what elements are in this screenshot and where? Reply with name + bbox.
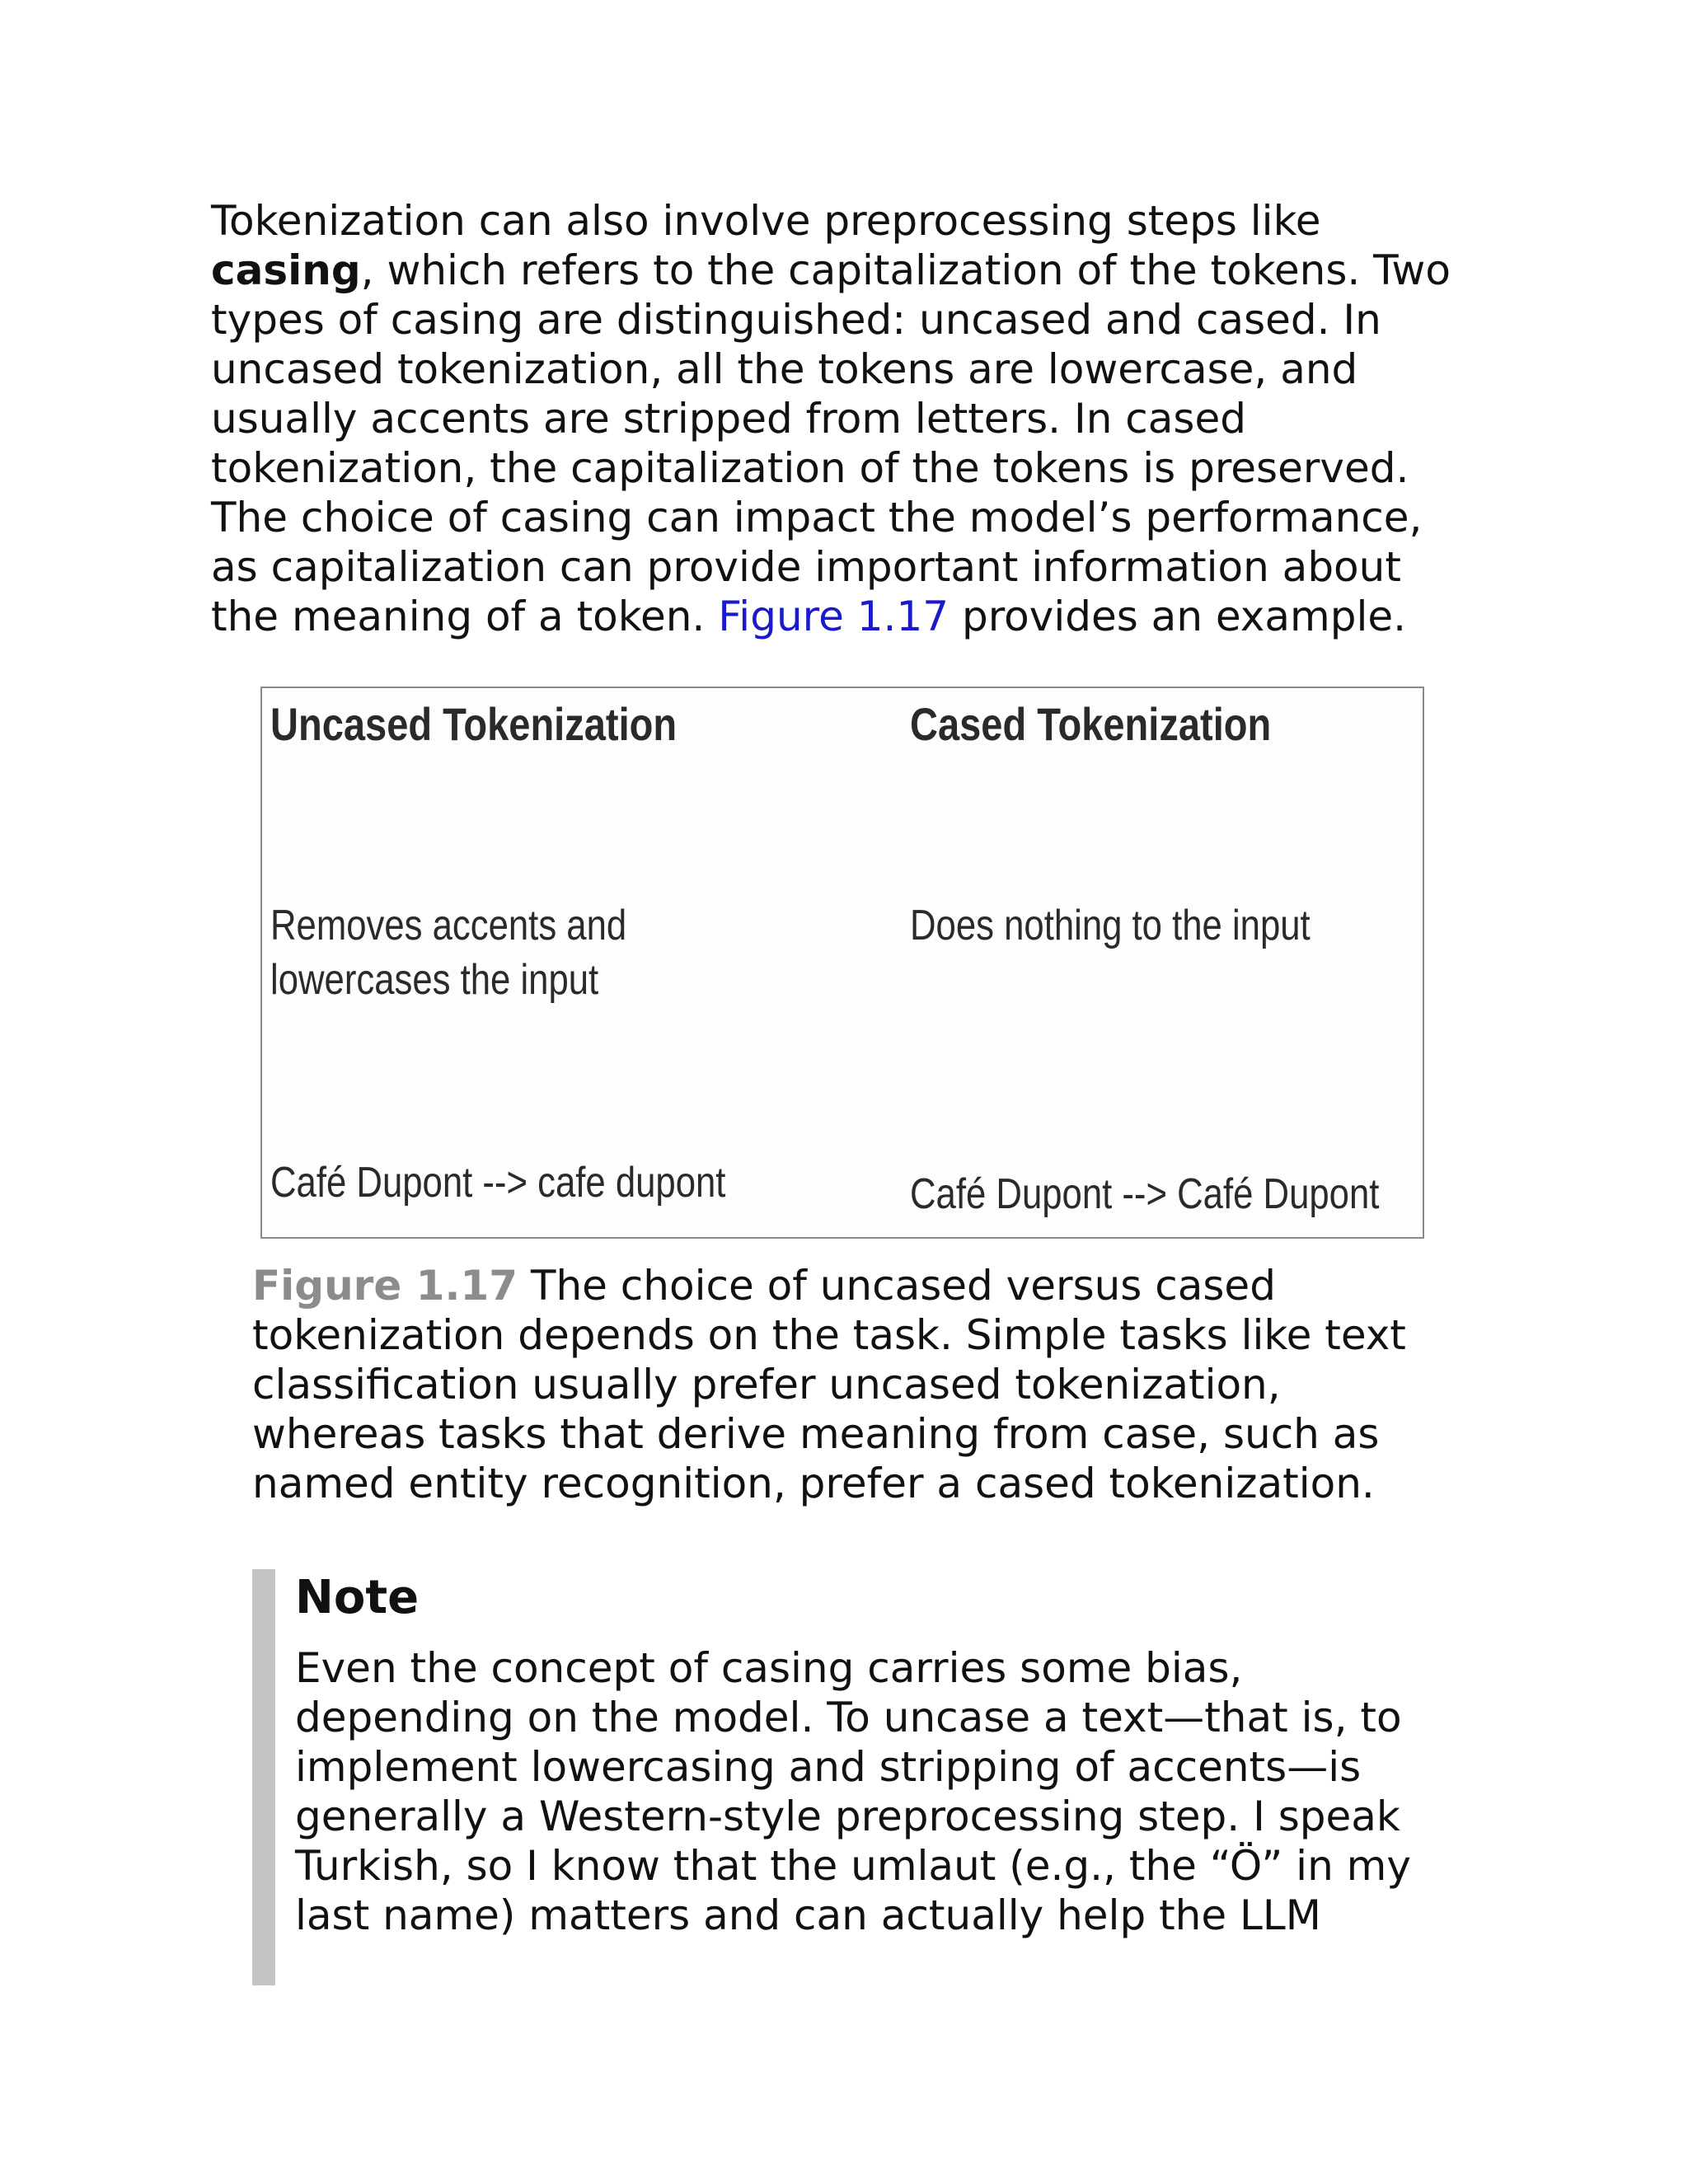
cased-description: Does nothing to the input: [910, 902, 1311, 949]
cased-heading: Cased Tokenization: [910, 698, 1272, 750]
intro-text-end: provides an example.: [949, 593, 1407, 640]
figure-reference-link[interactable]: Figure 1.17: [718, 593, 950, 640]
figure-caption: [252, 1261, 1464, 1508]
caption-label: Figure 1.17: [252, 1262, 518, 1310]
note-body: Even the concept of casing carries some bias, depending on the model. To uncase a text—that is, to implement lowercasing and stripping of accents—is generally a Western-style preprocessing step. I speak Turkish, so I know that the umlaut (e.g., the “Ö” in my last name) matters and can actually help the LLM: [295, 1644, 1411, 1939]
uncased-description-line1: Removes accents and: [270, 902, 627, 949]
uncased-description-line2: lowercases the input: [270, 956, 599, 1004]
intro-text-middle: , which refers to the capitalization of the tokens. Two types of casing are distinguished: uncased and cased. In uncased tokenization, all the tokens are lowercase, and usually accents are stripped from letters. In cased tokenization, the capitalization of the tokens is preserved. The choice of casing can impact the model’s performance, as capitalization can provide important information about the meaning of a token.: [211, 246, 1451, 640]
cased-example: Café Dupont --> Café Dupont: [910, 1170, 1380, 1218]
term-casing: casing: [211, 246, 361, 294]
note-callout: [252, 1569, 1464, 1985]
figure-casing-comparison: [260, 687, 1424, 1239]
uncased-heading: Uncased Tokenization: [270, 698, 678, 750]
caption-text: The choice of uncased versus cased tokenization depends on the task. Simple tasks like text classification usually prefer uncased tokenization, whereas tasks that derive meaning from case, such as named entity recognition, prefer a cased tokenization.: [252, 1262, 1406, 1507]
intro-paragraph: [211, 196, 1480, 641]
intro-text-start: Tokenization can also involve preprocessing steps like: [211, 197, 1321, 245]
note-accent-bar: [252, 1569, 275, 1985]
uncased-example: Café Dupont --> cafe dupont: [270, 1159, 726, 1207]
note-title: Note: [295, 1571, 420, 1624]
